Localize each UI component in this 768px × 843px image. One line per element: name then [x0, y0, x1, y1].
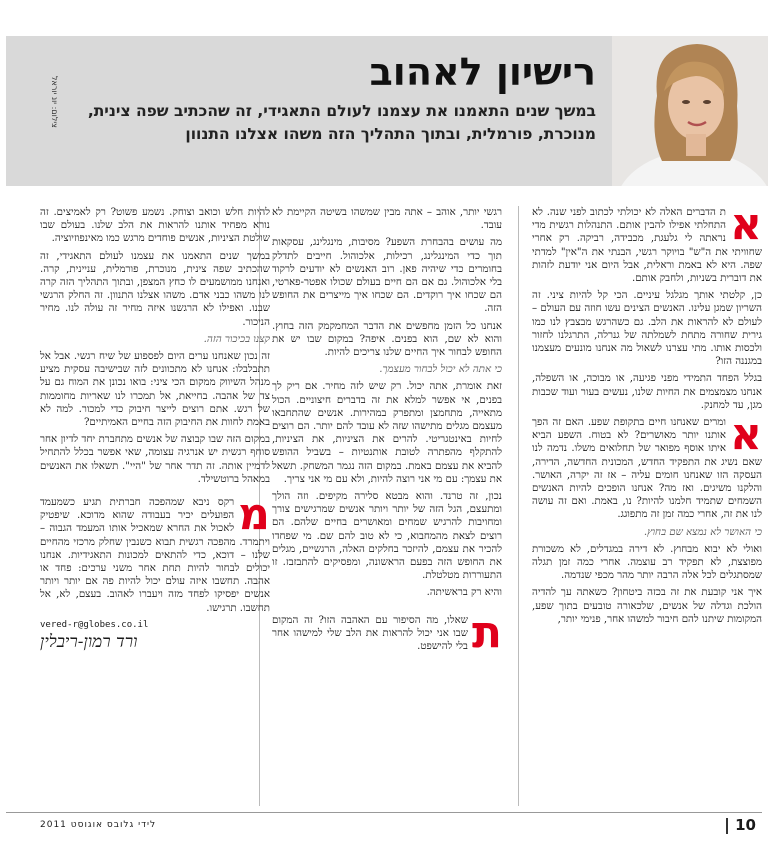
paragraph: ואולי לא יבוא מבחוץ. לא דירה במגדלים, לא משכורת מפוצצת, לא תפקיד רב עוצמה. אחרי כמה זמן תגלה שמסתגלים לכל אלה הרבה יותר מהר מכפי שנדמה.: [532, 543, 762, 582]
paragraph: מה עושים בהבחרת השפע? מסיבות, מינגלינג, עסקאות תוך כדי המינגלינג, רכילות, אלכוהול. חייבים לתדלק בחומרים כדי שיהיה פאן. רוב האנשים לא יודעים לרקוד בלי אלכוהול. גם אם הם חיים בעולם שכולו אפטר-פארטי, הם שכחו איך רוקדים. הם שכחו איך מייצרים את החופש הזה.: [272, 237, 502, 315]
paragraph: נכון, זה טרנד. והוא מבטא סלירה מקיפים. וזה הולך ומתעצם, הגל הזה של יותר ויותר אנשים שמרגישים צורך ומחויבות להרגיש שמחים ומאושרים בחיים שלהם. הם רוצים לצאת מהמחבוא, כי לא טוב להם שם. מי שפחדו להכיר את עצמם, להיזכר בחלקים האלה, הרגשיים, מגלים את החופש הזה בפעם הראשונה, ומפסיקים להתבזבז. זו התעוררות מטלטלת.: [272, 491, 502, 582]
author-photo: [612, 36, 768, 186]
paragraph: רקס ניבא שמהפכה חברתית תגיע כשמעמד הפועלים יכיר בעבודה שהוא מדוכא. שיפטיק לאכול את החרא שמאכיל אותו המעמד הגבוה – ויתמרד. מהפכה רגשית תבוא כשנבין שחלק מרכזי מהחיים שלנו – דוכא, כדי להתאים למכונות התאגידיות. אנחנו יכולים לבחור להיות תחת אחר משני ערכים: פחד או אהבה. תחשבו איזה עולם יכול להיות פה אם יותר ויותר אנשים יפסיקו לפחד מזה ויעברו לאהוב. בעצם, לא, אל תחשבו. תרגישו.: [40, 497, 270, 614]
column-1: [532, 199, 762, 630]
paragraph: ומרים שאנחנו חיים בתקופת שפע. האם זה הפך אותנו יותר מאושרים? לא בטוח. השפע הביא איתו אוסף מפואר של תחלואים משלו. נדמה לנו שאם נשיג את התפקיד החדש, המכונית החדשה, הדירה, העסקה הזו שאנחנו חומים עליה – אז זה יקרה, האושר. והלקנו משיגים. ואז מה? אנחנו הופכים להיות האנשים השמחים שתמיד חלמנו להיות? נו, באמת. ואם זה עושה לנו את זה, אחרי כמה זמן זה מתפוגג.: [532, 417, 762, 521]
article-header: [6, 36, 768, 186]
footer-rule: [6, 812, 762, 813]
footer-pipe: [726, 818, 728, 834]
paragraph: איך אני קובעת את זה בכזה ביטחון? כשאתה עך להדיה הולכת וגדלה של אנשים, שלכאורה טובעים בתוך שפע, המקומות שיתנו להם חיבור למשהו אחר, פנימי יותר,: [532, 587, 762, 625]
author-email[interactable]: vered-r@globes.co.il: [40, 619, 149, 630]
paragraph: במשך שנים התאמנו את עצמנו לעולם התאגידי, זה שהכתיב שפה צינית, מנוכרת, פורמלית, עניינית, קרה. ואנחנו ממושמעים לו כחץ המצפן, ובתוך התהליך הזה קרה לנו משהו כבני אדם. משהו אצלנו התנוון. זה החלק הרגשי שבנו. ואפילו לא הרגשנו איזה מחיר זה עולה לנו. מחיר הניכור.: [40, 250, 270, 328]
pull-line: קצנו בכיכור הזה.: [203, 333, 270, 345]
paragraph: בגלל הפחד התמידי מפני פגיעה, או מבוכה, או השפלה, אנחנו מצמצמים את החיות שלנו, נעשים בעור ועוד שכבות מגן, עד למחנק.: [532, 373, 762, 411]
drop-cap: א: [729, 409, 762, 461]
drop-cap: ת: [471, 606, 502, 658]
column-divider: [518, 206, 519, 806]
author-portrait-illustration: [612, 36, 768, 186]
paragraph: רגשי יותר, אוהב – אתה מבין שמשהו בשיטה הקיימת לא עובד.: [272, 207, 502, 232]
column-3: [40, 206, 270, 653]
pull-line: כי אתה לא יכול לבחור מעצמך.: [379, 364, 502, 376]
paragraph: להיות חלש וכואב וצוחק. נשמע פשוט? רק לאמיצים. זה נורא מפחיד אותנו להראות את הלב שלנו. בעולם שבו שולטת הציניות, אנשים פוחדים מרגש כמו מאינפוזיוציה.: [40, 207, 270, 245]
drop-cap: א: [729, 199, 762, 250]
pull-line: כי האושר לא נמצא שם בחוץ.: [643, 526, 762, 538]
author-signature: ורד רמון-ריבלין: [40, 632, 138, 653]
paragraph: והיא רק בראשיתה.: [426, 587, 502, 599]
paragraph: זה נכון שאנחנו ערים היום לפספוע של שיח רגשי. אבל אל תתבלבלו: אנחנו לא מתכוונים לזה שבישיבה עסקית מציע מנהל השיווק ממקום הכי ציני: בואו נכונן את המוח גם על צד של אהבה. בחייאת, אל תמכרו לנו שאריות מחוממות של רגש. אתם רוצים לייצר חיבוק כדי למכור. למה לא באמת לחוות את החיבוק הזה בחיים האמיתיים?: [40, 351, 270, 429]
page-number: 10: [735, 816, 756, 834]
paragraph: ת הדברים האלה לא יכולתי לכתוב לפני שנה. לא התחלתי אפילו להבין אותם. התנהלות רגשית מדי נראתה לי גלעגת, מכבידה, רביקה. רק אחרי שחוויתי את ה"ש" בויוקר רגשי, הבנתי את ה"אין" למדתי שפה. היא לא באמת וראלית, אבל היום אני יודעת לזהות את דוברית בשניות, ולחבק אותם.: [532, 207, 762, 285]
paragraph: זאת אומרת, אתה יכול. רק שיש לזה מחיר. אם ריק לך בפנים, אי אפשר למלא את זה בדברים חיצוניים. הכול מתאייה, מתחמצן ומתפרק במהירות. אנשים שהתחבאו מעצמם מגלים מתישהו שזה לא עובד להם יותר. הם רוצים לחיות באינטגריטי. להרים את הציניות, את הציניות, להתקלף מהפתרה לטובת אותנטיות – בשביל ההופש להביא את עצמם באמת. במקום הזה נגמר המשחק. תשאל את עצמך: עם מי אני רוצה להיות, ולא עם מי אני צריך.: [272, 381, 502, 485]
column-2: [272, 206, 502, 657]
publication-footer: לידי גלובס אוגוסט 2011: [40, 820, 157, 830]
article-title: רישיון לאהוב: [369, 50, 596, 94]
drop-cap: מ: [238, 489, 270, 541]
paragraph: במקום הזה שבו קבוצה של אנשים מתחברת יחד לדיון אחר סוחף רגשית יש אנרגיה עצומה, שאי אפשר בכלל להתחיל לדמיין אותה. זה תדר אחר של "היי". תשאלו את האנשים במאהל ברוטשילד.: [40, 434, 270, 485]
paragraph: כן, קלטתי אותך מגלגל עיניים. הכי קל להיות ציני. זה השריון שמגן עלינו. האנשים הצינים עשו חוזה עם העולם – לעולם לא להראות את הלב. גם כשהרגש מבצבץ לנו כמו גירית שחורה מתחת לשמלתה של גנרלה, התרגלנו לחזור ולכסות אותו. מתי עצרנו לשאול מה אנחנו מונעים מעצמנו במגננה הזו?: [532, 290, 762, 368]
paragraph: אנחנו כל הזמן מחפשים את הדבר המחמקמק הזה בחוץ. והוא לא שם, הוא בפנים. איפה? במקום שבו יש את החופש לבחור איך החיים שלנו צריכים להיות.: [272, 320, 502, 359]
article-subtitle: במשך שנים התאמנו את עצמנו לעולם התאגידי, זה שהכתיב שפה צינית, מנוכרת, פורמלית, ובתוך התהליך הזה משהו אצלנו התנוון: [87, 102, 596, 143]
paragraph: שאלו, מה הסיפור עם האהבה הזו? זה המקום שבו אני יכול להראות את הלב שלי למישהו אחר בלי להישפט.: [272, 614, 468, 653]
photo-credit: צילום: יונ יוראל: [50, 76, 59, 128]
